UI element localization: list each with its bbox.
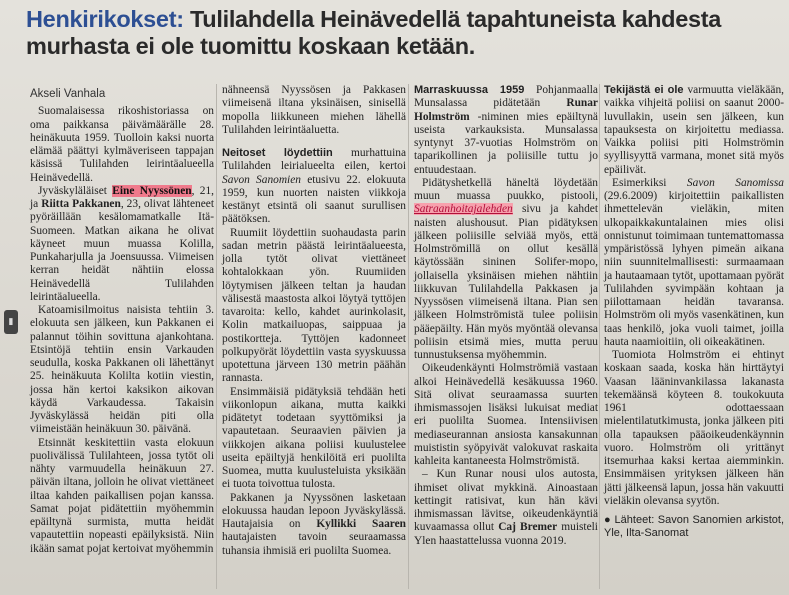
headline-kicker: Henkirikokset: <box>26 6 184 32</box>
newspaper-name: Savon Sanomissa <box>686 176 784 189</box>
paragraph: nähneensä Nyyssösen ja Pakkasen viimeisenä iltana yksinäisen, sinisellä mopolla liikkuneen miehen lähellä Tulilahden leirintäaluetta. <box>222 84 406 136</box>
article-column-2 <box>222 84 406 558</box>
paragraph: Suomalaisessa rikoshistoriassa on oma paikkansa päivämäärälle 28. heinäkuuta 1959. Tuolloin kaksi nuorta elämää päättyi kylmäveriseen tappajan käsissä Tulilahden leirintäalueella Heinävedellä. <box>30 105 214 184</box>
victim-name-highlight: Eine Nyyssönen <box>112 184 192 197</box>
suspect-name: Runar Holmström <box>414 97 598 123</box>
paragraph: Tuomiota Holmström ei ehtinyt koskaan saada, koska hän hirttäytyi Vaasan lääninvankilassa lakanasta tekemäänsä köyteen 8. toukokuuta 1961 odottaessaan mielentilatutkimusta, jonka jälkeen piti olla tapauksen pääoikeudenkäynnin vuoro. Holmström oli yrittänyt itsemurhaa kaksi kertaa aiemminkin. Ensimmäisen yrityksen jälkeen hän jätti jälkeensä lapun, jossa hän vakuutti vieläkin olevansa syytön. <box>604 349 784 507</box>
newspaper-name: Savon Sanomien <box>222 173 301 186</box>
sources-note: ● Lähteet: Savon Sanomien arkistot, Yle, Ilta-Sanomat <box>604 514 784 540</box>
paragraph: Neitoset löydettiin murhattuina Tulilahden leirialueelta eilen, kertoi Savon Sanomien etusivu 22. elokuuta 1959, kun nuorten naisten viikkoja kestänyt etsintä oli saanut surullisen päätöksen. <box>222 147 407 226</box>
subheading: Neitoset löydettiin <box>222 147 333 159</box>
column-divider <box>599 84 600 589</box>
headline-title: Tulilahdella Heinävedellä tapahtuneista kahdesta murhasta ei ole tuomittu koskaan ketään. <box>26 6 722 59</box>
paragraph: Katoamisilmoitus naisista tehtiin 3. elokuuta sen jälkeen, kun Pakkanen ei palannut töihin sovittuna ajankohtana. Etsintöjä tehtiin ensin Varkauden seudulla, koska Pakkanen oli lähettänyt 25. heinäkuuta Kolilta kotiin viestin, jossa hän kertoi kaksikon aikovan käydä Varkaudessa. Takaisin Jyväskylässä heidän piti olla viimeistään heinäkuun 30. päivänä. <box>30 304 214 436</box>
person-name: Caj Bremer <box>498 521 558 534</box>
paragraph: Esimerkiksi Savon Sanomissa (29.6.2009) kirjoitettiin paikallisten ihmettelevän vieläkin, miten ulkopaikkakuntalainen mies olisi onnistunut toimimaan tuntemattomassa ympäristössä lyhyen pimeän aikana niin suunnitelmallisesti: surmaamaan ja hautaamaan tytöt, upottamaan pyörät Tulilahden syvimpään kohtaan ja piilottamaan heidän tavaransa. Holmström oli myös vasenkätinen, kun taas henkilö, joka vuoli taimet, joilla hauta naamioitiin, oli oikeakätinen. <box>604 176 784 348</box>
page-scroll-handle[interactable]: ▮ <box>4 310 18 334</box>
article-column-3 <box>414 84 598 548</box>
article-column-4 <box>604 84 784 541</box>
author-byline: Akseli Vanhala <box>30 88 106 100</box>
paragraph: Pakkanen ja Nyyssönen lasketaan elokuussa haudan lepoon Jyväskylässä. Hautajaisia on Kyllikki Saaren hautajaisten tavoin seuraamassa tuhansia ihmisiä eri puolilta Suomea. <box>222 491 406 557</box>
article-column-1 <box>30 88 214 556</box>
subheading: Marraskuussa 1959 <box>414 84 525 96</box>
column-divider <box>216 84 217 589</box>
paragraph: Marraskuussa 1959 Pohjanmaalla Munsalassa pidätetään Runar Holmström -niminen mies epäiltynä useista varkauksista. Munsalassa syntynyt 37-vuotias Holmström on taparikollinen ja poliisille tuttu jo entuudestaan. <box>414 84 598 176</box>
highlighted-term: Satraanhoitajalehden <box>414 203 513 216</box>
paragraph: – Kun Runar nousi ulos autosta, ihmiset olivat mykkinä. Ainoastaan kettingit ratisivat, kun hän kävi ihmismassan lävitse, oikeudenkäyntiä kuvaamassa ollut Caj Bremer muisteli Ylen haastattelussa vuonna 2019. <box>414 468 598 547</box>
paragraph: Pidätyshetkellä häneltä löydetään muun muassa puukko, pistooli, Satraanhoitajalehden sivu ja kahdet naisten alushousut. Pian pidätyksen jälkeen poliisille selviää myös, että Holmströmillä on ollut kesällä käytössään sininen Solifer-mopo, jollaisella yksinäisen miehen nähtiin liikkuvan Tulilahdella Pakkasen ja Nyyssösen viimeisenä iltana. Pian sen jälkeen Holmströmistä tulee poliisin pääepäilty. Hän myös myöntää olevansa poliisin etsimä mies, mutta peruu tunnustuksensa myöhemmin. <box>414 176 598 361</box>
subheading: Tekijästä ei ole <box>604 84 684 96</box>
paragraph: Jyväskyläläiset Eine Nyyssönen, 21, ja Riitta Pakkanen, 23, olivat lähteneet pyöräillään kesälomamatkalle Itä-Suomeen. Matkan aikana he olivat käyneet muun muassa Kolilla, Punkaharjulla ja Joensuussa. Viimeisen kerran heidät nähtiin elossa Heinävedellä Tulilahden leirintäalueella. <box>30 184 215 303</box>
victim-name: Riitta Pakkanen <box>41 198 121 210</box>
paragraph: Ensimmäisiä pidätyksiä tehdään heti viikonlopun aikana, mutta kaikki pidätetyt todetaan syyttömiksi ja vapautetaan. Seuraavien päivien ja viikkojen aikana poliisi kuulustelee useita epäiltyjä henkilöitä eri puolilta Suomea, mutta kuulusteluista yksikään ei tuota toivottua tulosta. <box>222 385 406 491</box>
column-divider <box>408 84 409 589</box>
headline <box>26 6 766 60</box>
paragraph: Ruumiit löydettiin suohaudasta parin sadan metrin päästä leirintäalueesta, jolla tytöt olivat viettäneet kohtalokkaan yön. Ruumiiden löytymisen jälkeen teltan ja haudan välisestä maastosta alkoi löytyä tyttöjen tavaroita: kello, kahdet aurinkolasit, Kolin matkailuopas, saippuaa ja postikortteja. Tyttöjen kadonneet polkupyörät löydettiin vasta syyskuussa upotettuna järveen 130 metrin päähän rannasta. <box>222 226 406 385</box>
paragraph: Oikeudenkäynti Holmströmiä vastaan alkoi Heinävedellä kesäkuussa 1960. Sitä olivat seuraamassa suurten ihmismassojen lisäksi lukuisat mediat eri puolilta Suomea. Intensiivisen mediaseurannan ansiosta kansakunnan muististin syöpyivät valokuvat raskaita kahleita kantaneesta Holmströmistä. <box>414 362 598 467</box>
person-name: Kyllikki Saaren <box>316 518 406 530</box>
paragraph: Etsinnät keskitettiin vasta elokuun puolivälissä Tulilahteen, jossa tytöt oli nähty varmuudella heinäkuun 27. päivän iltana, jolloin he olivat viettäneet iltaa kahden paikallisen pojan kanssa. Samat pojat pidätettiin myöhemmin epäiltynä surmista, mutta heidät vapautettiin nopeasti epäilyksistä. Niin ikään samat pojat kertoivat myöhemmin <box>30 436 214 555</box>
paragraph: Tekijästä ei ole varmuutta vieläkään, vaikka vihjeitä poliisi on saanut 2000-luvullakin, usein sen jälkeen, kun tapauksesta on kirjoitettu mediassa. Vaikka poliisi piti Holmströmin syyllisyyttä varmana, monet sitä myös epäilivät. <box>604 84 784 176</box>
